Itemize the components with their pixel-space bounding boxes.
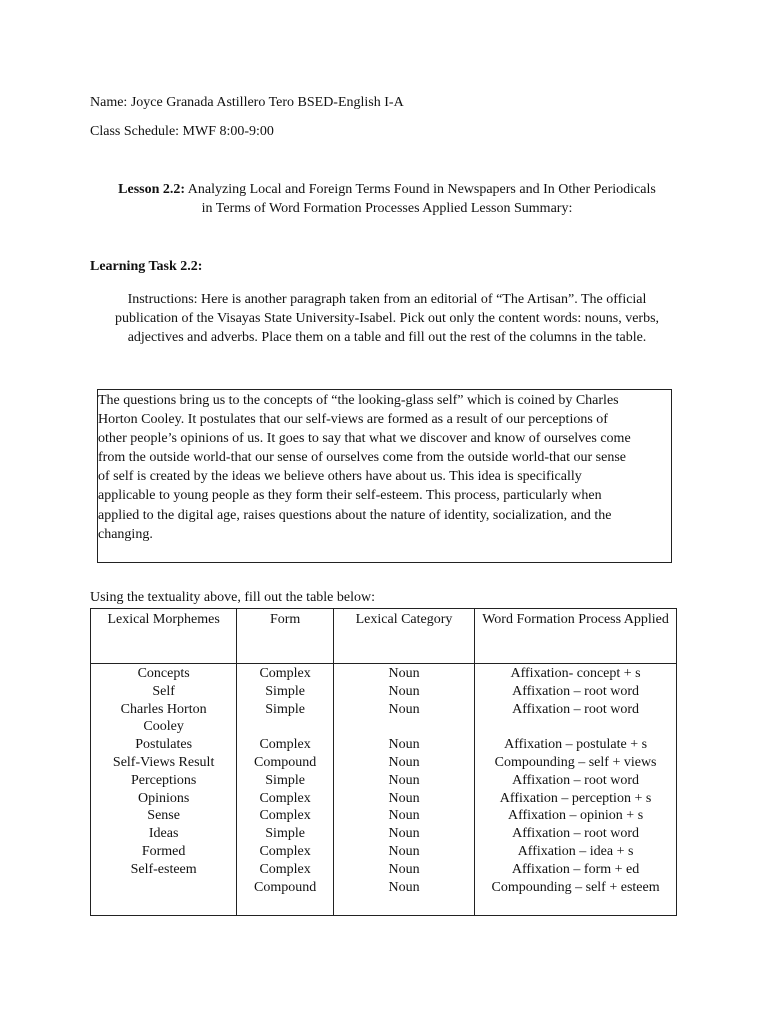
form-entry: Complex [259, 737, 311, 753]
form-entry: Simple [265, 683, 305, 699]
morpheme-entry: Self-esteem [130, 861, 197, 877]
header-form: Form [237, 609, 334, 664]
lesson-title-line-1: Analyzing Local and Foreign Terms Found in Newspapers and In Other Periodicals [185, 182, 656, 197]
category-entry: Noun [388, 790, 420, 806]
lesson-title [92, 180, 682, 218]
category-entry: Noun [388, 826, 420, 842]
process-entry: Compounding – self + esteem [491, 879, 660, 895]
morpheme-entry: Ideas [148, 826, 179, 842]
process-entry: Affixation – root word [512, 826, 639, 842]
header-word-formation-process: Word Formation Process Applied [475, 609, 677, 664]
instructions-line: Instructions: Here is another paragraph taken from an editorial of “The Artisan”. The official [127, 292, 647, 307]
process-entry: Affixation – root word [512, 683, 639, 699]
passage-line: of self is created by the ideas we believe others have about us. This idea is specifically [98, 469, 582, 485]
categories-column [333, 664, 474, 916]
form-entry: Complex [259, 808, 311, 824]
process-entry: Affixation – root word [512, 772, 639, 788]
process-entry: Affixation – root word [512, 701, 639, 717]
process-entry: Compounding – self + views [494, 754, 657, 770]
passage-line: other people’s opinions of us. It goes to say that what we discover and know of ourselves come [98, 431, 631, 447]
instructions [92, 290, 682, 347]
process-entry: Affixation – opinion + s [507, 808, 644, 824]
passage-line: changing. [98, 526, 153, 542]
processes-column [475, 664, 677, 916]
instructions-line: publication of the Visayas State University-Isabel. Pick out only the content words: nouns, verbs, [114, 311, 660, 326]
category-entry: Noun [388, 683, 420, 699]
morphemes-column [91, 664, 237, 916]
lesson-label: Lesson 2.2: [118, 182, 186, 197]
header-lexical-morphemes: Lexical Morphemes [91, 609, 237, 664]
editorial-passage [98, 391, 673, 544]
morpheme-entry: Self-Views Result [112, 754, 215, 770]
morpheme-entry: Self [152, 683, 175, 699]
category-entry: Noun [388, 808, 420, 824]
category-entry: Noun [388, 879, 420, 895]
category-entry: Noun [388, 666, 420, 681]
passage-line: applicable to young people as they form their self-esteem. This process, particularly when [98, 488, 602, 504]
passage-line: Horton Cooley. It postulates that our self-views are formed as a result of our perceptions of [98, 412, 608, 428]
process-entry: Affixation – form + ed [511, 861, 640, 877]
lesson-title-line-2: in Terms of Word Formation Processes Applied Lesson Summary: [201, 201, 573, 216]
process-entry: Affixation – postulate + s [504, 737, 648, 753]
table-intro: Using the textuality above, fill out the table below: [90, 590, 375, 605]
process-entry: Affixation- concept + s [510, 666, 641, 681]
passage-line: The questions bring us to the concepts of “the looking-glass self” which is coined by Charles [98, 393, 619, 408]
header-lexical-category: Lexical Category [333, 609, 474, 664]
category-entry: Noun [388, 737, 420, 753]
form-entry: Simple [265, 772, 305, 788]
form-entry: Compound [253, 754, 317, 770]
form-entry: Compound [253, 879, 317, 895]
passage-line: applied to the digital age, raises questions about the nature of identity, socialization, and the [98, 507, 612, 523]
category-entry: Noun [388, 701, 420, 717]
process-entry: Affixation – idea + s [517, 843, 634, 859]
form-entry: Simple [265, 701, 305, 717]
morpheme-entry: Concepts [137, 666, 190, 681]
morpheme-entry: Cooley [143, 719, 184, 735]
form-entry: Complex [259, 666, 311, 681]
category-entry: Noun [388, 843, 420, 859]
category-entry: Noun [388, 754, 420, 770]
morpheme-entry: Formed [141, 843, 186, 859]
table-header-row [91, 609, 677, 664]
morpheme-entry: Sense [147, 808, 180, 824]
editorial-passage-box [97, 389, 672, 563]
category-entry: Noun [388, 861, 420, 877]
morpheme-entry: Charles Horton [120, 701, 207, 717]
morpheme-entry: Perceptions [130, 772, 197, 788]
form-entry: Simple [265, 826, 305, 842]
passage-line: from the outside world-that our sense of ourselves come from the outside world-that our sense [98, 450, 626, 466]
table-row [91, 664, 677, 916]
process-entry: Affixation – perception + s [499, 790, 652, 806]
instructions-line: adjectives and adverbs. Place them on a table and fill out the rest of the columns in the table. [127, 330, 647, 345]
class-schedule-line: Class Schedule: MWF 8:00-9:00 [90, 124, 274, 139]
form-entry [237, 718, 333, 736]
category-entry [334, 718, 474, 736]
form-entry: Complex [259, 843, 311, 859]
learning-task-label: Learning Task 2.2: [90, 259, 203, 274]
name-line: Name: Joyce Granada Astillero Tero BSED-English I-A [90, 95, 404, 110]
lexical-morphemes-table [90, 608, 677, 916]
morpheme-entry: Postulates [135, 737, 193, 753]
form-entry: Complex [259, 790, 311, 806]
forms-column [237, 664, 334, 916]
morpheme-entry: Opinions [137, 790, 190, 806]
process-entry [475, 718, 676, 736]
category-entry: Noun [388, 772, 420, 788]
form-entry: Complex [259, 861, 311, 877]
